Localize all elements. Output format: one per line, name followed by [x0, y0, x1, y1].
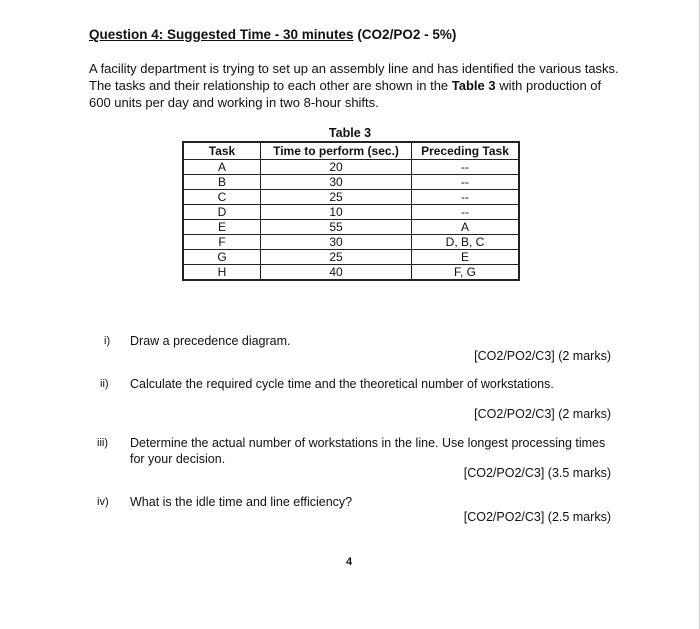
- question-marks: [CO2/PO2/C3] (2 marks): [474, 349, 611, 363]
- cell-time: 30: [261, 175, 412, 190]
- cell-task: B: [183, 175, 261, 190]
- cell-task: C: [183, 190, 261, 205]
- intro-paragraph: [89, 60, 624, 111]
- heading-title: Question 4: Suggested Time - 30 minutes: [89, 27, 354, 42]
- question-number: i): [104, 335, 111, 347]
- table-row: [183, 205, 519, 220]
- task-table: [182, 141, 520, 281]
- cell-time: 25: [261, 190, 412, 205]
- cell-task: F: [183, 235, 261, 250]
- table-header-row: [183, 142, 519, 160]
- question-marks: [CO2/PO2/C3] (2.5 marks): [463, 510, 611, 524]
- cell-preceding: F, G: [412, 265, 520, 281]
- table-row: [183, 175, 519, 190]
- cell-preceding: D, B, C: [412, 235, 520, 250]
- question-text: Determine the actual number of workstations in the line. Use longest processing times for your decision.: [130, 436, 606, 466]
- cell-preceding: E: [412, 250, 520, 265]
- header-preceding: Preceding Task: [412, 142, 520, 160]
- table-row: [183, 190, 519, 205]
- question-marks: [CO2/PO2/C3] (2 marks): [474, 407, 611, 421]
- heading-suffix: (CO2/PO2 - 5%): [353, 27, 457, 42]
- cell-preceding: --: [412, 205, 520, 220]
- question-number: iii): [97, 437, 108, 449]
- cell-task: A: [183, 160, 261, 175]
- question-text: Draw a precedence diagram.: [130, 334, 291, 348]
- cell-preceding: A: [412, 220, 520, 235]
- table-row: [183, 235, 519, 250]
- cell-time: 55: [261, 220, 412, 235]
- table-row: [183, 250, 519, 265]
- intro-text-2: with production of 600 units per day and working in two 8-hour shifts.: [89, 78, 602, 110]
- cell-task: D: [183, 205, 261, 220]
- cell-task: E: [183, 220, 261, 235]
- cell-preceding: --: [412, 175, 520, 190]
- question-text: Calculate the required cycle time and the theoretical number of workstations.: [130, 377, 554, 391]
- intro-text-1: A facility department is trying to set up an assembly line and has identified the various tasks. The tasks and their relationship to each other are shown in the: [89, 61, 619, 93]
- cell-time: 40: [261, 265, 412, 281]
- table-row: [183, 160, 519, 175]
- cell-task: G: [183, 250, 261, 265]
- header-time: Time to perform (sec.): [261, 142, 412, 160]
- cell-time: 20: [261, 160, 412, 175]
- table-row: [183, 265, 519, 281]
- question-heading: [89, 27, 456, 42]
- question-number: iv): [97, 496, 109, 508]
- cell-task: H: [183, 265, 261, 281]
- cell-time: 10: [261, 205, 412, 220]
- cell-preceding: --: [412, 190, 520, 205]
- intro-table-ref: Table 3: [451, 78, 496, 93]
- cell-time: 30: [261, 235, 412, 250]
- header-task: Task: [183, 142, 261, 160]
- question-number: ii): [100, 378, 109, 390]
- table-caption: Table 3: [328, 126, 372, 140]
- question-marks: [CO2/PO2/C3] (3.5 marks): [463, 466, 611, 480]
- cell-time: 25: [261, 250, 412, 265]
- cell-preceding: --: [412, 160, 520, 175]
- question-text: What is the idle time and line efficiency?: [130, 495, 353, 509]
- page-number: 4: [346, 556, 353, 568]
- table-row: [183, 220, 519, 235]
